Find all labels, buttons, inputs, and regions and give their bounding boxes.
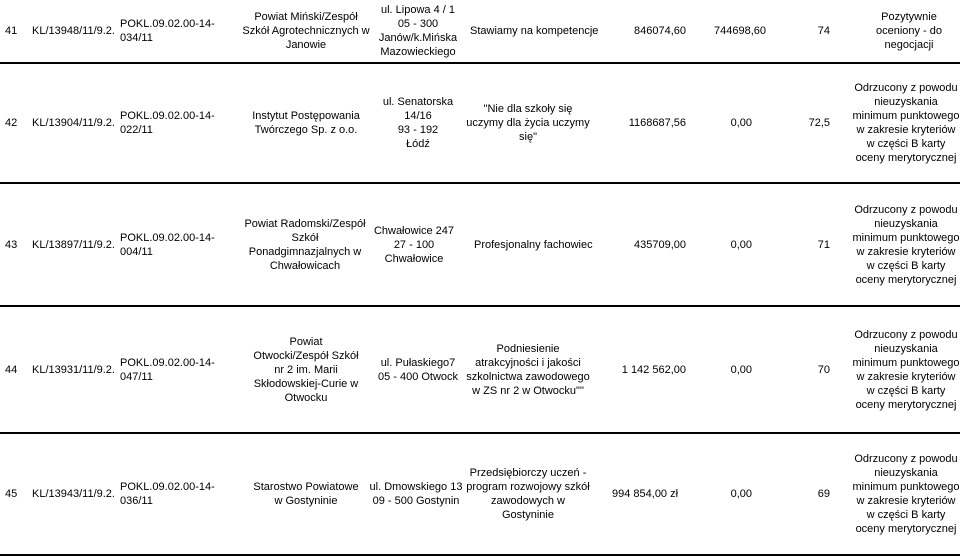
address: Chwałowice 247 27 - 100 Chwałowice [373,224,455,265]
project-title: Podniesienie atrakcyjności i jakości szkolnictwa zawodowego w ZS nr 2 w Otwocku"" [466,342,590,397]
project-title: Przedsiębiorczy uczeń - program rozwojowy szkół zawodowych w Gostyninie [466,467,590,521]
application-number: KL/13931/11/9.2. [32,363,115,376]
funding-amount: 744698,60 [714,25,766,37]
address: ul. Dmowskiego 13 09 - 500 Gostynin [369,481,463,507]
project-code: POKL.09.02.00-14-034/11 [120,18,215,44]
total-value: 1168687,56 [628,117,686,129]
application-number: KL/13943/11/9.2. [32,488,115,500]
total-value: 994 854,00 zł [612,488,679,500]
project-code: POKL.09.02.00-14-047/11 [120,356,215,383]
application-number: KL/13948/11/9.2. [32,25,115,37]
score: 70 [817,363,830,376]
funding-amount: 0,00 [730,117,752,129]
applicant: Instytut Postępowania Twórczego Sp. z o.o. [252,110,360,136]
funding-amount: 0,00 [730,363,752,376]
address: ul. Lipowa 4 / 1 05 - 300 Janów/k.Mińska Mazowieckiego [378,4,458,58]
applicant: Powiat Radomski/Zespół Szkół Ponadgimnazjalnych w Chwałowicach [244,217,366,272]
project-title: Stawiamy na kompetencje [470,25,599,37]
application-number: KL/13904/11/9.2. [32,117,115,129]
project-title: "Nie dla szkoły się uczymy dla życia uczymy się" [466,103,590,143]
funding-amount: 0,00 [730,488,752,500]
evaluation-status: Odrzucony z powodu nieuzyskania minimum punktowego w zakresie kryteriów w części B karty oceny merytorycznej [852,328,960,411]
total-value: 435709,00 [634,238,686,251]
score: 69 [817,488,830,500]
row-number: 41 [5,25,18,37]
row-number: 43 [5,238,18,251]
row-number: 42 [5,117,18,129]
evaluation-status: Odrzucony z powodu nieuzyskania minimum punktowego w zakresie kryteriów w części B karty oceny merytorycznej [852,453,960,535]
evaluation-status: Odrzucony z powodu nieuzyskania minimum punktowego w zakresie kryteriów w części B karty oceny merytorycznej [852,203,960,286]
project-code: POKL.09.02.00-14-022/11 [120,110,215,136]
score: 74 [817,25,830,37]
application-number: KL/13897/11/9.2. [32,238,115,251]
evaluation-status: Odrzucony z powodu nieuzyskania minimum punktowego w zakresie kryteriów w części B karty oceny merytorycznej [852,82,960,164]
score: 71 [817,238,830,251]
evaluation-status: Pozytywnie oceniony - do negocjacji [875,11,943,51]
applicant: Powiat Miński/Zespół Szkół Agrotechnicznych w Janowie [242,11,370,51]
address: ul. Senatorska 14/16 93 - 192 Łódź [382,96,454,150]
funding-amount: 0,00 [730,238,752,251]
project-title: Profesjonalny fachowiec [474,238,593,251]
applicant: Powiat Otwocki/Zespół Szkół nr 2 im. Marii Skłodowskiej-Curie w Otwocku [253,335,359,404]
applicant: Starostwo Powiatowe w Gostyninie [253,481,359,507]
project-code: POKL.09.02.00-14-036/11 [120,481,215,507]
total-value: 1 142 562,00 [621,363,686,376]
project-code: POKL.09.02.00-14-004/11 [120,231,215,258]
address: ul. Pułaskiego7 05 - 400 Otwock [377,356,459,383]
row-number: 45 [5,488,18,500]
total-value: 846074,60 [634,25,686,37]
row-number: 44 [5,363,18,376]
score: 72,5 [808,117,830,129]
